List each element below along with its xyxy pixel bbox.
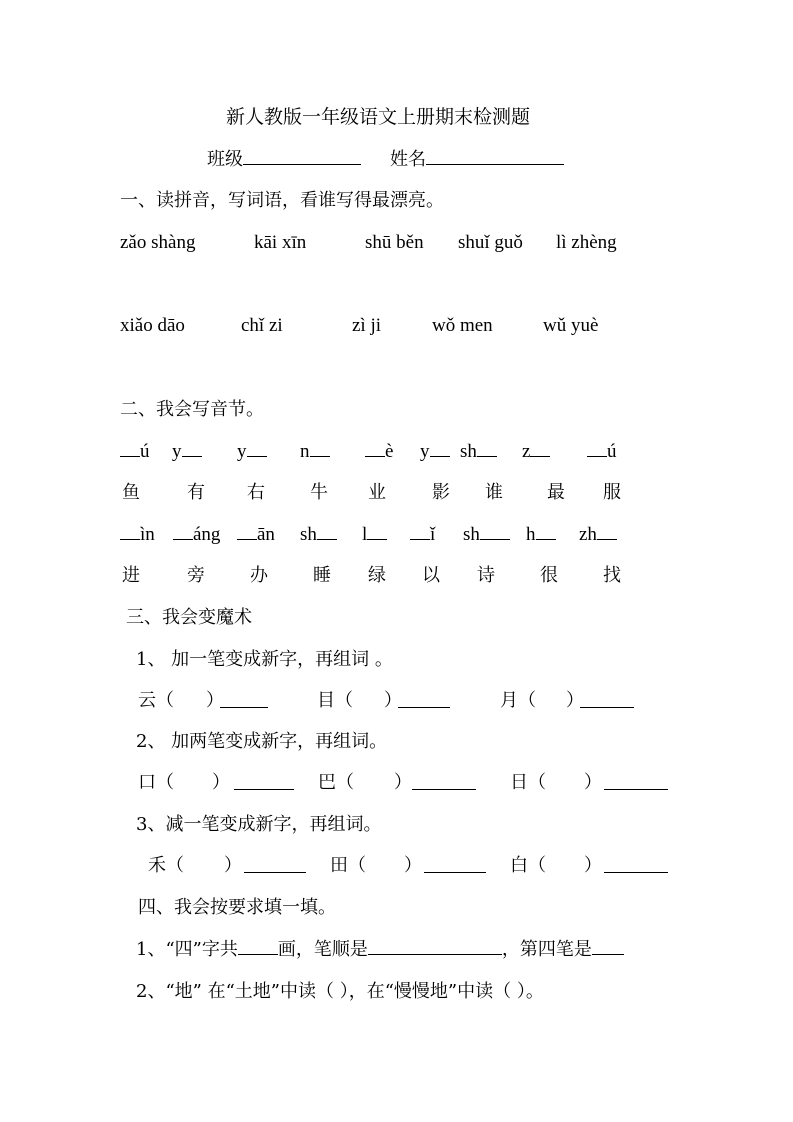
syllable-text: zh [579,524,597,545]
word-blank[interactable] [580,691,634,708]
syllable-blank[interactable] [587,440,607,457]
hanzi: 右 [247,482,265,503]
stroke-count-blank[interactable] [238,938,278,955]
pinyin-word: chǐ zi [241,315,283,336]
hanzi: 谁 [485,482,503,503]
paren-close: ） [394,772,412,793]
name-blank[interactable] [426,148,564,165]
syllable-text: sh [300,524,317,545]
syllable-text: ǐ [430,524,436,545]
syllable-blank[interactable] [317,523,337,540]
syllable-text: y [420,441,430,462]
section2-heading: 二、我会写音节。 [120,399,264,420]
syllable-blank[interactable] [120,523,140,540]
syllable-text: h [526,524,536,545]
base-char: 目（ [317,690,353,711]
base-char: 禾（ [148,855,184,876]
question-4-1 [136,938,624,962]
hanzi: 业 [368,482,386,503]
stroke-order-blank[interactable] [368,938,502,955]
hanzi: 最 [547,482,565,503]
syllable-text: ìn [140,524,155,545]
word-blank[interactable] [604,856,668,873]
pinyin-word: wǒ men [432,315,493,336]
word-blank[interactable] [424,856,486,873]
paren-close: ） [212,772,230,793]
section1-heading: 一、读拼音，写词语，看谁写得最漂亮。 [120,190,444,211]
hanzi: 牛 [310,482,328,503]
syllable-blank[interactable] [182,440,202,457]
paren-close: ） [384,690,402,711]
hanzi: 诗 [477,565,495,586]
syllable-text: z [522,441,531,462]
hanzi: 以 [422,565,440,586]
section3-heading: 三、我会变魔术 [126,607,252,628]
question-3-3: 3、减一笔变成新字，再组词。 [136,814,382,835]
base-char: 口（ [138,772,174,793]
word-blank[interactable] [398,691,450,708]
syllable-blank[interactable] [477,440,497,457]
syllable-blank[interactable] [597,523,617,540]
class-label: 班级 [207,149,243,170]
hanzi: 办 [250,565,268,586]
pinyin-word: zì ji [352,315,382,336]
question-3-2: 2、 加两笔变成新字，再组词。 [136,731,388,752]
hanzi: 鱼 [122,482,140,503]
pinyin-word: kāi xīn [254,232,307,253]
hanzi: 有 [187,482,205,503]
word-blank[interactable] [412,773,476,790]
hanzi: 很 [540,565,558,586]
question-4-2: 2、“地” 在“土地”中读（ ），在“慢慢地”中读（ ）。 [136,981,544,1002]
syllable-text: sh [460,441,477,462]
q4-1-part-c: ，第四笔是 [501,939,592,960]
fourth-stroke-blank[interactable] [592,938,624,955]
syllable-text: ān [257,524,275,545]
syllable-blank[interactable] [310,440,330,457]
syllable-blank[interactable] [480,523,510,540]
hanzi: 找 [603,565,621,586]
syllable-text: y [172,441,182,462]
word-blank[interactable] [604,773,668,790]
word-blank[interactable] [244,856,306,873]
pinyin-word: shuǐ guǒ [458,232,523,253]
syllable-text: ú [607,441,617,462]
q4-1-part-b: 画，笔顺是 [277,939,368,960]
syllable-blank[interactable] [410,523,430,540]
hanzi: 服 [603,482,621,503]
syllable-text: ú [140,441,150,462]
base-char: 白（ [510,855,546,876]
syllable-text: è [385,441,394,462]
syllable-text: y [237,441,247,462]
base-char: 田（ [330,855,366,876]
syllable-blank[interactable] [120,440,140,457]
base-char: 巴（ [318,772,354,793]
syllable-text: áng [193,524,221,545]
paren-close: ） [584,855,602,876]
syllable-text: l [362,524,368,545]
syllable-blank[interactable] [536,523,556,540]
q4-1-part-a: 1、“四”字共 [136,939,238,960]
syllable-blank[interactable] [247,440,267,457]
pinyin-word: zǎo shàng [120,232,196,253]
paren-close: ） [584,772,602,793]
name-field [390,148,564,172]
syllable-blank[interactable] [367,523,387,540]
base-char: 云（ [138,690,174,711]
syllable-blank[interactable] [430,440,450,457]
class-field [207,148,361,172]
hanzi: 旁 [187,565,205,586]
syllable-blank[interactable] [173,523,193,540]
pinyin-word: shū běn [365,232,424,253]
hanzi: 影 [432,482,450,503]
page-title: 新人教版一年级语文上册期末检测题 [226,106,531,128]
hanzi: 绿 [368,565,386,586]
pinyin-word: lì zhèng [556,232,617,253]
syllable-blank[interactable] [530,440,550,457]
pinyin-word: xiǎo dāo [120,315,185,336]
base-char: 日（ [510,772,546,793]
paren-close: ） [566,690,584,711]
hanzi: 进 [122,565,140,586]
syllable-text: n [300,441,310,462]
syllable-blank[interactable] [237,523,257,540]
question-3-1: 1、 加一笔变成新字，再组词 。 [136,649,393,670]
word-blank[interactable] [220,691,268,708]
paren-close: ） [404,855,422,876]
paren-close: ） [206,690,224,711]
syllable-blank[interactable] [365,440,385,457]
pinyin-word: wǔ yuè [543,315,599,336]
section4-heading: 四、我会按要求填一填。 [138,897,336,918]
word-blank[interactable] [234,773,294,790]
syllable-text: sh [463,524,480,545]
paren-close: ） [224,855,242,876]
base-char: 月（ [500,690,536,711]
class-blank[interactable] [243,148,361,165]
hanzi: 睡 [313,565,331,586]
name-label: 姓名 [390,149,426,170]
